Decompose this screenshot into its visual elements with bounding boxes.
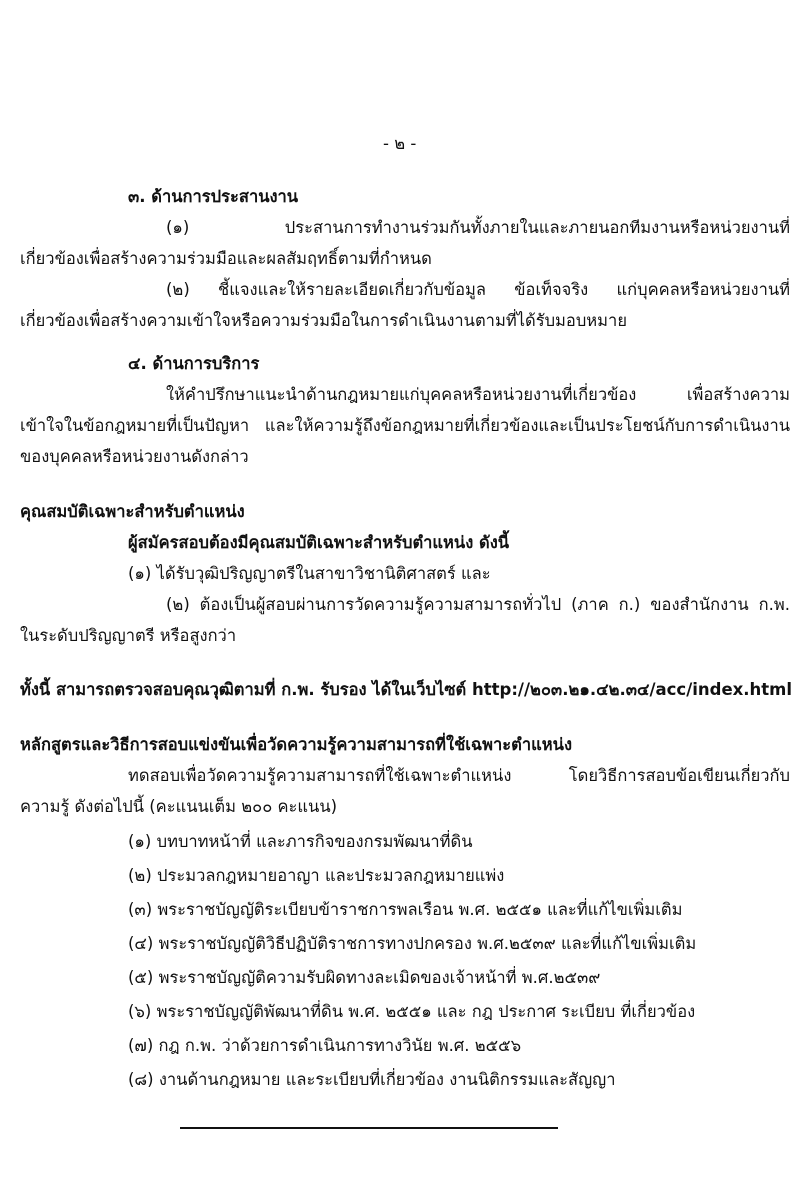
- end-divider: [180, 1127, 558, 1129]
- section-4-line-1: ให้คำปรึกษาแนะนำด้านกฎหมายแก่บุคคลหรือหน่วยงานที่เกี่ยวข้อง เพื่อสร้างความ: [166, 385, 790, 404]
- exam-intro-line-1: ทดสอบเพื่อวัดความรู้ความสามารถที่ใช้เฉพาะตำแหน่ง โดยวิธีการสอบข้อเขียนเกี่ยวกับ: [128, 766, 790, 785]
- qualifications-subheading: ผู้สมัครสอบต้องมีคุณสมบัติเฉพาะสำหรับตำแหน่ง ดังนี้: [128, 533, 510, 552]
- exam-item: (๗) กฎ ก.พ. ว่าด้วยการดำเนินการทางวินัย พ.ศ. ๒๕๕๖: [128, 1036, 522, 1055]
- exam-item: (๔) พระราชบัญญัติวิธีปฏิบัติราชการทางปกครอง พ.ศ.๒๕๓๙ และที่แก้ไขเพิ่มเติม: [128, 934, 697, 953]
- exam-item: (๒) ประมวลกฎหมายอาญา และประมวลกฎหมายแพ่ง: [128, 866, 505, 885]
- exam-intro-line-2: ความรู้ ดังต่อไปนี้ (คะแนนเต็ม ๒๐๐ คะแนน): [20, 797, 338, 816]
- section-3-heading: ๓. ด้านการประสานงาน: [128, 187, 299, 206]
- section-3-item-1: (๑) ประสานการทำงานร่วมกันทั้งภายในและภายนอกทีมงานหรือหน่วยงานที่: [166, 218, 790, 237]
- section-3-item-2-cont: เกี่ยวข้องเพื่อสร้างความเข้าใจหรือความร่วมมือในการดำเนินงานตามที่ได้รับมอบหมาย: [20, 311, 627, 330]
- section-4-line-2: เข้าใจในข้อกฎหมายที่เป็นปัญหา และให้ความรู้ถึงข้อกฎหมายที่เกี่ยวข้องและเป็นประโยชน์กับการดำเนินงาน: [20, 416, 790, 435]
- section-3-item-1-cont: เกี่ยวข้องเพื่อสร้างความร่วมมือและผลสัมฤทธิ์ตามที่กำหนด: [20, 249, 432, 268]
- exam-heading: หลักสูตรและวิธีการสอบแข่งขันเพื่อวัดความรู้ความสามารถที่ใช้เฉพาะตำแหน่ง: [20, 735, 573, 754]
- qualification-item-2: (๒) ต้องเป็นผู้สอบผ่านการวัดความรู้ความสามารถทั่วไป (ภาค ก.) ของสำนักงาน ก.พ.: [166, 595, 790, 614]
- qualifications-heading: คุณสมบัติเฉพาะสำหรับตำแหน่ง: [20, 502, 245, 521]
- exam-item: (๕) พระราชบัญญัติความรับผิดทางละเมิดของเจ้าหน้าที่ พ.ศ.๒๕๓๙: [128, 968, 601, 987]
- section-3-item-2: (๒) ชี้แจงและให้รายละเอียดเกี่ยวกับข้อมูล ข้อเท็จจริง แก่บุคคลหรือหน่วยงานที่: [166, 280, 790, 299]
- exam-item: (๑) บทบาทหน้าที่ และภารกิจของกรมพัฒนาที่ดิน: [128, 832, 473, 851]
- qualification-item-1: (๑) ได้รับวุฒิปริญญาตรีในสาขาวิชานิติศาสตร์ และ: [128, 564, 491, 583]
- exam-item: (๖) พระราชบัญญัติพัฒนาที่ดิน พ.ศ. ๒๕๕๑ และ กฎ ประกาศ ระเบียบ ที่เกี่ยวข้อง: [128, 1002, 696, 1021]
- page-number: - ๒ -: [383, 134, 417, 153]
- section-4-heading: ๔. ด้านการบริการ: [128, 354, 260, 373]
- exam-item: (๘) งานด้านกฎหมาย และระเบียบที่เกี่ยวข้อง งานนิติกรรมและสัญญา: [128, 1070, 616, 1089]
- section-4-line-3: ของบุคคลหรือหน่วยงานดังกล่าว: [20, 447, 249, 466]
- verify-note: ทั้งนี้ สามารถตรวจสอบคุณวุฒิตามที่ ก.พ. รับรอง ได้ในเว็บไซต์ http://๒๐๓.๒๑.๔๒.๓๔/acc/index.html: [20, 680, 793, 699]
- qualification-item-2-cont: ในระดับปริญญาตรี หรือสูงกว่า: [20, 626, 237, 645]
- exam-item: (๓) พระราชบัญญัติระเบียบข้าราชการพลเรือน พ.ศ. ๒๕๕๑ และที่แก้ไขเพิ่มเติม: [128, 900, 683, 919]
